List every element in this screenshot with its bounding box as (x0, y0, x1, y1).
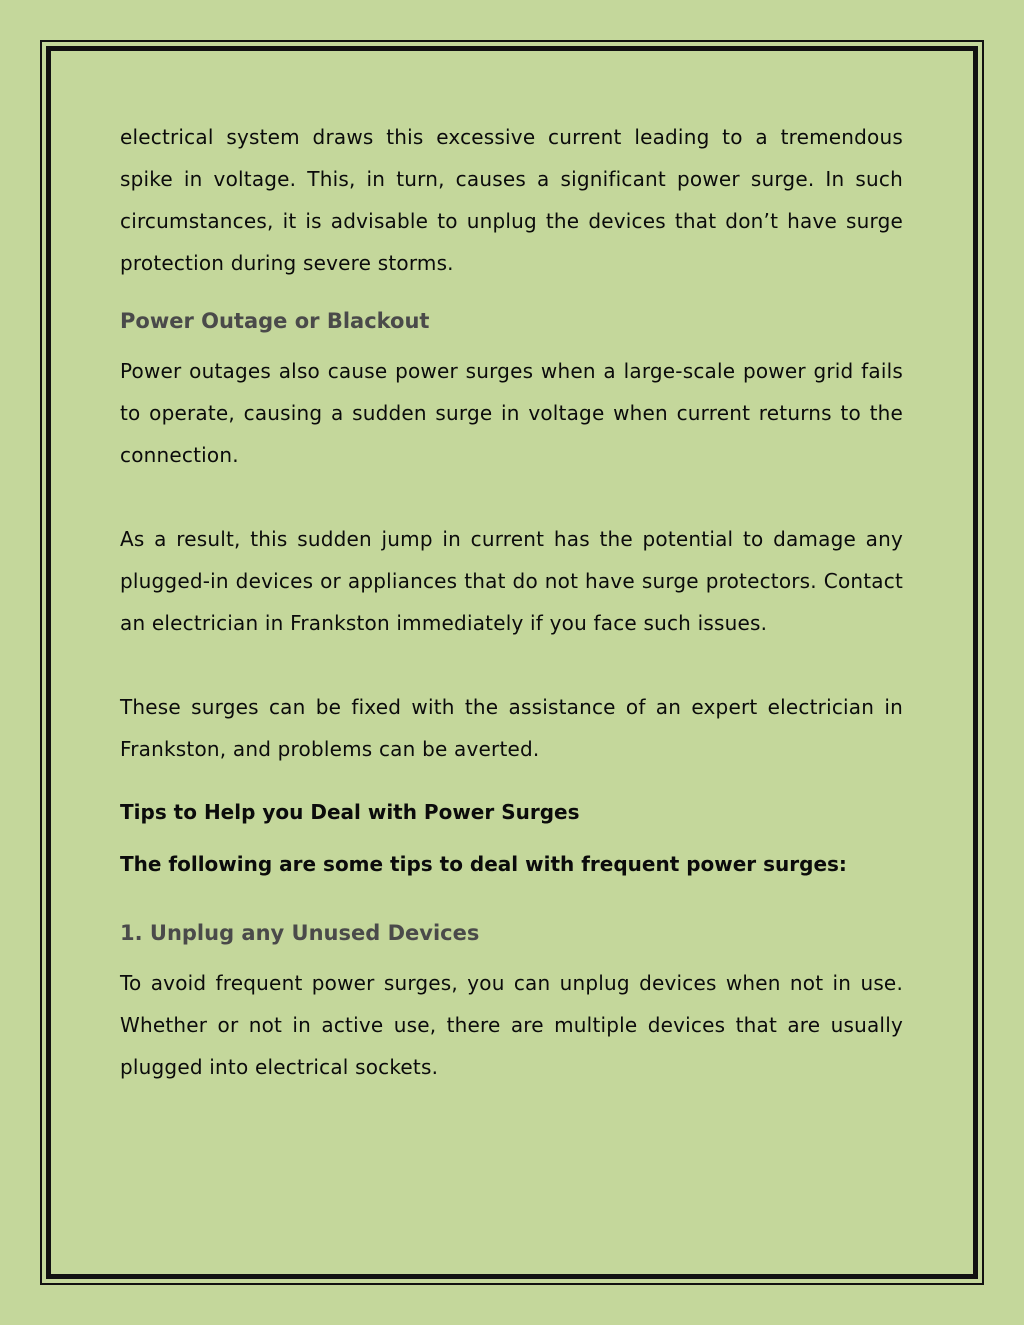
tips-intro: The following are some tips to deal with frequent power surges: (120, 852, 847, 876)
tip-1-paragraph: To avoid frequent power surges, you can unplug devices when not in use. Whether or not in active use, there are multiple devices that are usually plugged into electrical sockets. (120, 971, 903, 1079)
section-heading-power-outage: Power Outage or Blackout (120, 309, 430, 333)
power-outage-paragraph-2: As a result, this sudden jump in current has the potential to damage any plugged-in devices or appliances that do not have surge protectors. Contact an electrician in Frankston immediately if you face such issues. (120, 527, 903, 635)
tips-heading: Tips to Help you Deal with Power Surges (120, 800, 580, 824)
intro-paragraph: electrical system draws this excessive current leading to a tremendous spike in voltage. This, in turn, causes a significant power surge. In such circumstances, it is advisable to unplug the devices that don’t have surge protection during severe storms. (120, 125, 903, 275)
document-body (120, 116, 903, 1088)
power-outage-paragraph-1: Power outages also cause power surges when a large-scale power grid fails to operate, causing a sudden surge in voltage when current returns to the connection. (120, 359, 903, 467)
power-outage-paragraph-3: These surges can be fixed with the assistance of an expert electrician in Frankston, and problems can be averted. (120, 695, 903, 761)
tip-1-heading: 1. Unplug any Unused Devices (120, 921, 480, 945)
